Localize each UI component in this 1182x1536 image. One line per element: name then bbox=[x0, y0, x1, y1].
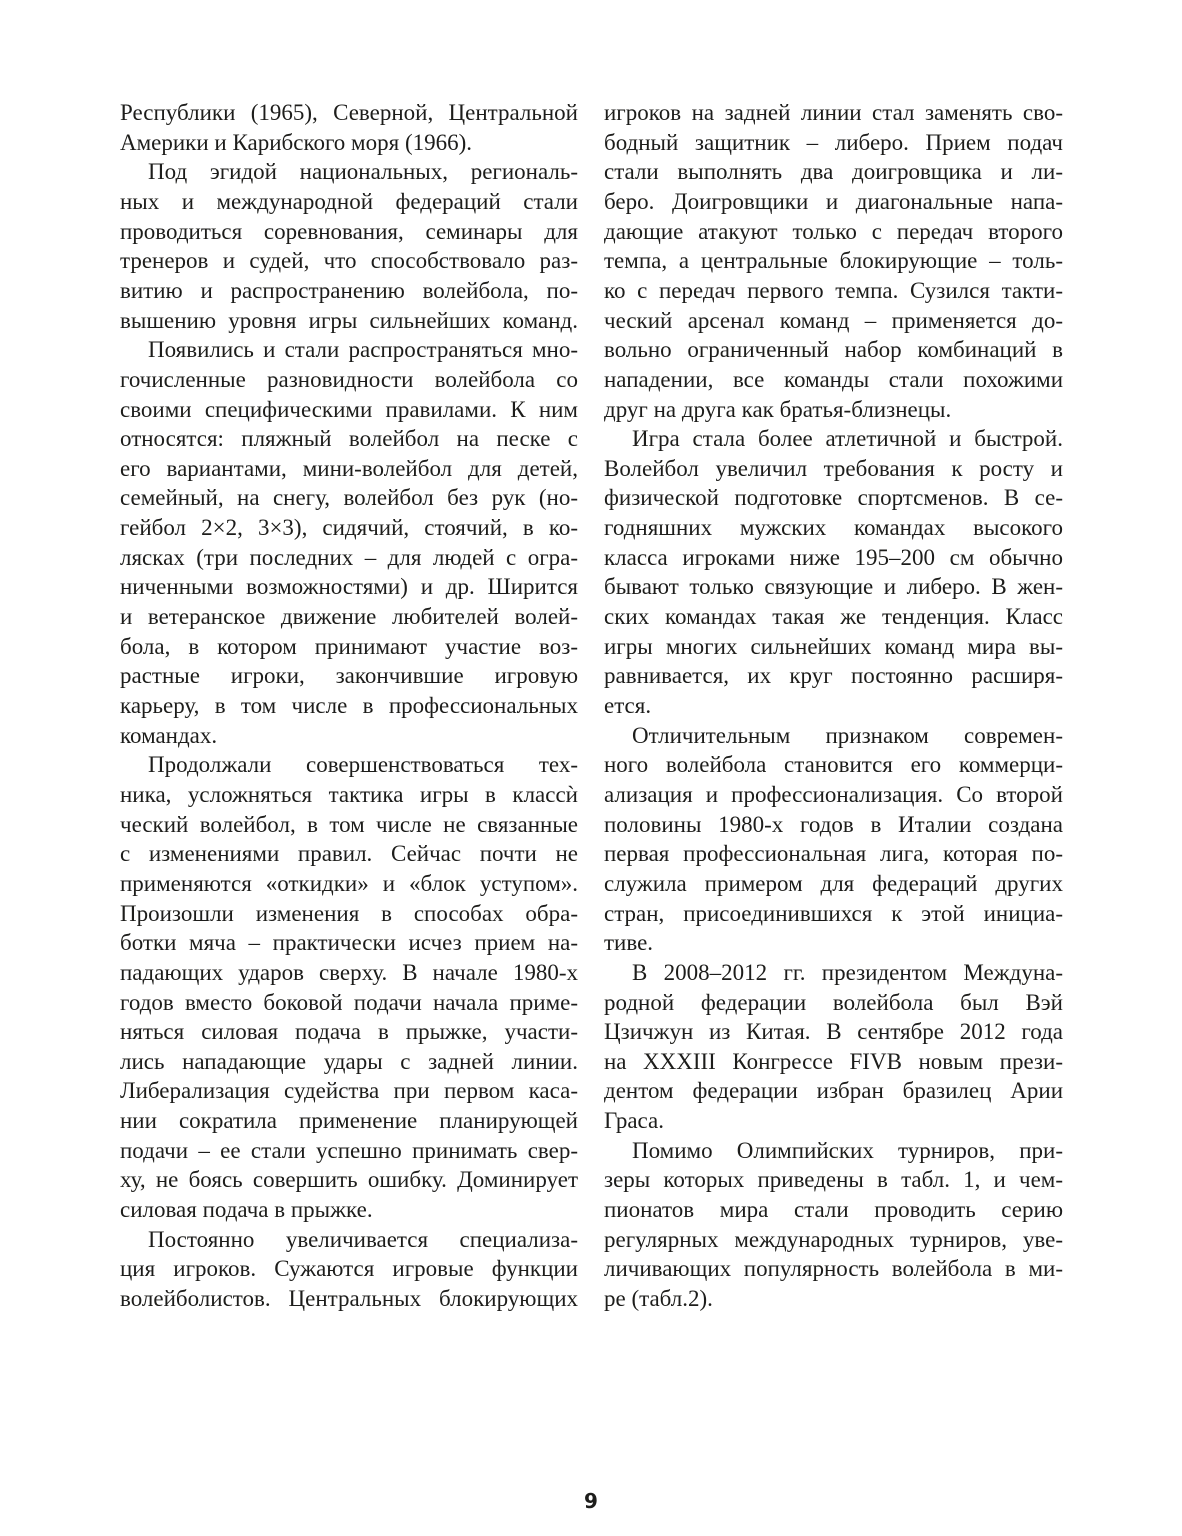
text-line: регулярных международных турниров, уве- bbox=[604, 1226, 1063, 1252]
text-line: нападении, все команды стали похожими bbox=[604, 366, 1063, 392]
text-line: Отличительным признаком современ- bbox=[632, 722, 1063, 748]
text-line: Либерализация судейства при первом каса- bbox=[120, 1078, 578, 1104]
text-line: ческий арсенал команд – применяется до- bbox=[604, 307, 1063, 333]
text-line: ху, не боясь совершить ошибку. Доминирует bbox=[120, 1167, 578, 1193]
text-line: относятся: пляжный волейбол на песке с bbox=[120, 426, 578, 452]
text-line: витию и распространению волейбола, по- bbox=[120, 277, 578, 303]
text-line: его вариантами, мини-волейбол для детей, bbox=[120, 455, 578, 481]
text-line: дентом федерации избран бразилец Арии bbox=[604, 1078, 1063, 1104]
text-line: ных и международной федераций стали bbox=[120, 188, 578, 214]
text-line: падающих ударов сверху. В начале 1980-х bbox=[120, 959, 578, 985]
text-line: друг на друга как братья-близнецы. bbox=[604, 396, 952, 422]
text-line: Постоянно увеличивается специализа- bbox=[148, 1226, 578, 1252]
text-line: нии сократила применение планирующей bbox=[120, 1108, 578, 1134]
text-line: карьеру, в том числе в профессиональных bbox=[120, 693, 578, 718]
text-line: бодный защитник – либеро. Прием подач bbox=[604, 129, 1063, 155]
text-line: зеры которых приведены в табл. 1, и чем- bbox=[604, 1167, 1063, 1193]
text-line: подачи – ее стали успешно принимать свер- bbox=[120, 1137, 578, 1163]
text-line: равнивается, их круг постоянно расширя- bbox=[604, 663, 1063, 689]
text-line: игроков на задней линии стал заменять сво- bbox=[604, 100, 1063, 125]
text-line: пионатов мира стали проводить серию bbox=[604, 1197, 1063, 1223]
text-line: ботки мяча – практически исчез прием на- bbox=[120, 930, 578, 956]
text-line: Появились и стали распространяться мно- bbox=[148, 337, 578, 363]
text-line: темпа, а центральные блокирующие – толь- bbox=[604, 248, 1063, 274]
text-line: ника, усложняться тактика игры в классѝ bbox=[120, 781, 578, 807]
text-line: половины 1980-х годов в Италии создана bbox=[604, 811, 1063, 837]
text-line: ция игроков. Сужаются игровые функции bbox=[120, 1256, 578, 1282]
text-line: родной федерации волейбола был Вэй bbox=[604, 989, 1063, 1015]
text-line: Под эгидой национальных, региональ- bbox=[148, 159, 578, 185]
text-line: с изменениями правил. Сейчас почти не bbox=[120, 841, 578, 867]
text-line: стали выполнять два доигровщика и ли- bbox=[604, 159, 1063, 185]
text-line: на XXXIII Конгрессе FIVB новым прези- bbox=[604, 1048, 1063, 1074]
text-line: ется. bbox=[604, 693, 652, 718]
text-line: первая профессиональная лига, которая по- bbox=[604, 841, 1063, 867]
text-line: класса игроками ниже 195–200 см обычно bbox=[604, 544, 1063, 570]
text-line: тиве. bbox=[604, 930, 654, 956]
text-line: няться силовая подача в прыжке, участи- bbox=[120, 1019, 578, 1045]
text-line: Игра стала более атлетичной и быстрой. bbox=[632, 426, 1063, 452]
text-line: дающие атакуют только с передач второго bbox=[604, 218, 1063, 244]
text-line: ниченными возможностями) и др. Ширится bbox=[120, 574, 578, 600]
text-line: ного волейбола становится его коммерци- bbox=[604, 752, 1063, 778]
text-line: семейный, на снегу, волейбол без рук (но- bbox=[120, 485, 578, 511]
text-line: Цзичжун из Китая. В сентябре 2012 года bbox=[604, 1019, 1063, 1045]
text-line: волейболистов. Центральных блокирующих bbox=[120, 1286, 578, 1311]
text-line: годов вместо боковой подачи начала приме- bbox=[120, 989, 578, 1015]
text-line: гочисленные разновидности волейбола со bbox=[120, 366, 578, 392]
text-line: стран, присоединившихся к этой инициа- bbox=[604, 900, 1063, 926]
text-line: лись нападающие удары с задней линии. bbox=[120, 1048, 578, 1074]
text-line: Республики (1965), Северной, Центральной bbox=[120, 100, 578, 125]
text-line: В 2008–2012 гг. президентом Междуна- bbox=[632, 959, 1063, 985]
text-line: бывают только связующие и либеро. В жен- bbox=[604, 574, 1063, 600]
text-line: ко с передач первого темпа. Сузился такти- bbox=[604, 277, 1063, 303]
text-line: лясках (три последних – для людей с огра- bbox=[120, 544, 578, 570]
text-line: вольно ограниченный набор комбинаций в bbox=[604, 337, 1063, 363]
text-line: командах. bbox=[120, 722, 218, 748]
text-line: проводиться соревнования, семинары для bbox=[120, 218, 578, 244]
text-line: Граса. bbox=[604, 1108, 665, 1134]
text-line: и ветеранское движение любителей волей- bbox=[120, 604, 578, 630]
text-line: тренеров и судей, что способствовало раз- bbox=[120, 248, 578, 274]
page-number: 9 bbox=[584, 1489, 598, 1513]
text-line: ализация и профессионализация. Со второй bbox=[604, 781, 1063, 807]
text-line: беро. Доигровщики и диагональные напа- bbox=[604, 188, 1063, 214]
text-line: Продолжали совершенствоваться тех- bbox=[148, 752, 578, 778]
text-line: гейбол 2×2, 3×3), сидячий, стоячий, в ко- bbox=[120, 515, 578, 541]
text-line: силовая подача в прыжке. bbox=[120, 1197, 373, 1223]
text-line: служила примером для федераций других bbox=[604, 870, 1063, 896]
text-line: игры многих сильнейших команд мира вы- bbox=[604, 633, 1063, 659]
text-line: ских командах такая же тенденция. Класс bbox=[604, 604, 1063, 630]
text-line: годняшних мужских командах высокого bbox=[604, 515, 1063, 541]
text-line: Произошли изменения в способах обра- bbox=[120, 900, 578, 926]
text-line: своими специфическими правилами. К ним bbox=[120, 396, 578, 422]
text-line: ре (табл.2). bbox=[604, 1286, 713, 1311]
text-line: физической подготовке спортсменов. В се- bbox=[604, 485, 1063, 511]
text-line: применяются «откидки» и «блок уступом». bbox=[120, 870, 578, 896]
text-line: бола, в котором принимают участие воз- bbox=[120, 633, 578, 659]
text-line: растные игроки, закончившие игровую bbox=[120, 663, 578, 689]
text-line: Волейбол увеличил требования к росту и bbox=[604, 455, 1063, 481]
text-line: Помимо Олимпийских турниров, при- bbox=[632, 1137, 1063, 1163]
text-line: вышению уровня игры сильнейших команд. bbox=[120, 307, 578, 333]
text-line: Америки и Карибского моря (1966). bbox=[120, 129, 473, 155]
text-line: личивающих популярность волейбола в ми- bbox=[604, 1256, 1063, 1282]
text-line: ческий волейбол, в том числе не связанные bbox=[120, 811, 578, 837]
